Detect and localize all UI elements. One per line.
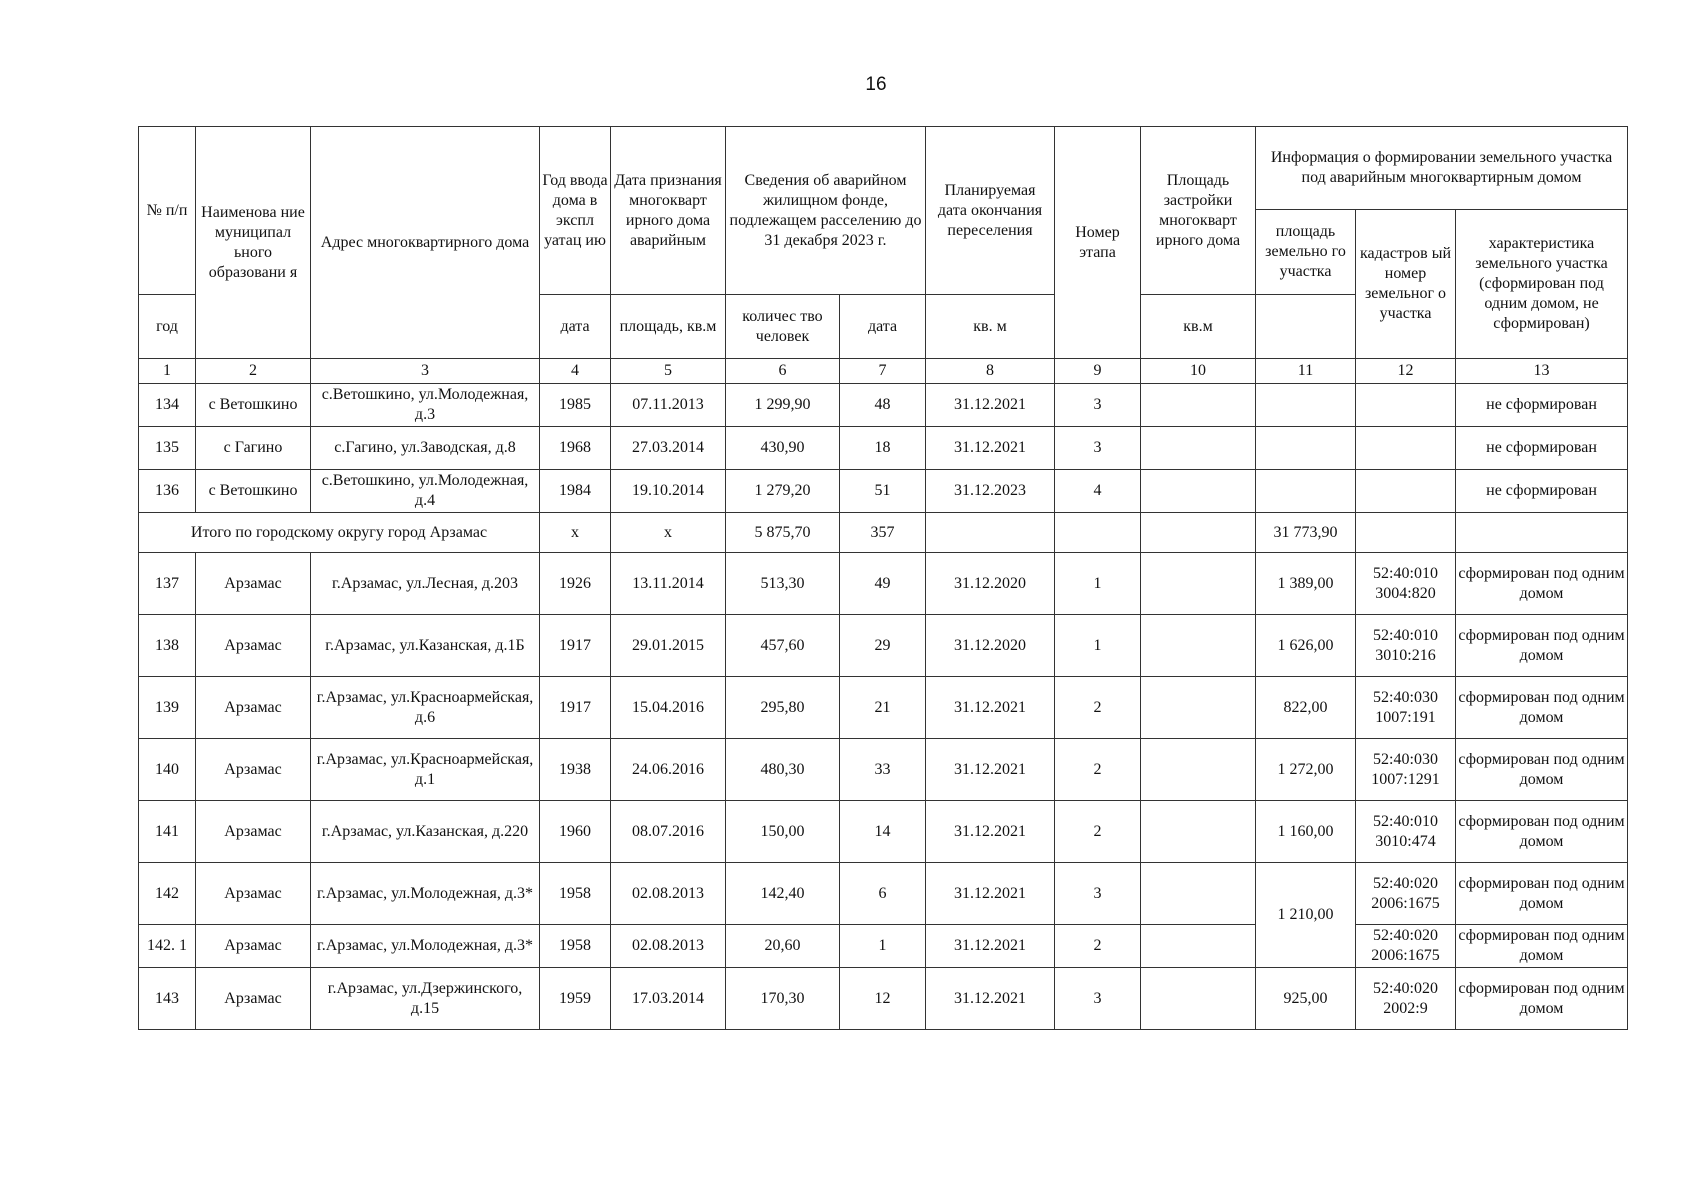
header-number: № п/п <box>139 127 196 295</box>
cell-plot-area <box>1256 384 1356 427</box>
cell-date: 27.03.2014 <box>611 427 726 470</box>
cell-cadastral <box>1356 427 1456 470</box>
cell-building-area <box>1141 863 1256 925</box>
cell-cadastral: 52:40:010 3010:474 <box>1356 801 1456 863</box>
table-row <box>139 470 1628 513</box>
cell-area: 1 279,20 <box>726 470 840 513</box>
total-empty <box>1356 513 1456 553</box>
cell-building-area <box>1141 739 1256 801</box>
header-unit-area: площадь, кв.м <box>611 295 726 359</box>
column-number: 12 <box>1356 359 1456 384</box>
table-row <box>139 615 1628 677</box>
cell-stage: 3 <box>1055 968 1141 1030</box>
cell-plot-status: не сформирован <box>1456 384 1628 427</box>
cell-stage: 2 <box>1055 739 1141 801</box>
cell-cadastral: 52:40:020 2006:1675 <box>1356 863 1456 925</box>
page-number: 16 <box>865 74 887 95</box>
cell-year: 1958 <box>540 863 611 925</box>
cell-people: 48 <box>840 384 926 427</box>
cell-stage: 2 <box>1055 925 1141 968</box>
table-row <box>139 677 1628 739</box>
header-stage: Номер этапа <box>1055 127 1141 359</box>
column-number: 8 <box>926 359 1055 384</box>
cell-plot-status: сформирован под одним домом <box>1456 968 1628 1030</box>
total-row <box>139 513 1628 553</box>
cell-plot-status: сформирован под одним домом <box>1456 615 1628 677</box>
header-unit-date: дата <box>540 295 611 359</box>
cell-cadastral: 52:40:030 1007:1291 <box>1356 739 1456 801</box>
cell-stage: 3 <box>1055 384 1141 427</box>
cell-municipality: Арзамас <box>196 801 311 863</box>
cell-people: 6 <box>840 863 926 925</box>
cell-stage: 2 <box>1055 801 1141 863</box>
table-row <box>139 739 1628 801</box>
column-number: 6 <box>726 359 840 384</box>
cell-building-area <box>1141 801 1256 863</box>
cell-plot-area: 1 160,00 <box>1256 801 1356 863</box>
header-unit-plot: кв.м <box>1141 295 1256 359</box>
cell-plan-date: 31.12.2021 <box>926 863 1055 925</box>
table-row <box>139 384 1628 427</box>
header-unit-building: кв. м <box>926 295 1055 359</box>
cell-people: 49 <box>840 553 926 615</box>
cell-date: 08.07.2016 <box>611 801 726 863</box>
column-numbers-row <box>139 359 1628 384</box>
column-number: 10 <box>1141 359 1256 384</box>
column-number: 3 <box>311 359 540 384</box>
cell-date: 19.10.2014 <box>611 470 726 513</box>
cell-number: 138 <box>139 615 196 677</box>
header-address: Адрес многоквартирного дома <box>311 127 540 359</box>
cell-cadastral: 52:40:020 2002:9 <box>1356 968 1456 1030</box>
cell-stage: 3 <box>1055 427 1141 470</box>
cell-number: 136 <box>139 470 196 513</box>
cell-building-area <box>1141 470 1256 513</box>
cell-cadastral: 52:40:020 2006:1675 <box>1356 925 1456 968</box>
column-number: 1 <box>139 359 196 384</box>
cell-area: 457,60 <box>726 615 840 677</box>
cell-plot-area: 1 626,00 <box>1256 615 1356 677</box>
cell-date: 15.04.2016 <box>611 677 726 739</box>
cell-municipality: с Ветошкино <box>196 470 311 513</box>
cell-cadastral: 52:40:030 1007:191 <box>1356 677 1456 739</box>
cell-cadastral <box>1356 470 1456 513</box>
table-row <box>139 863 1628 925</box>
cell-address: г.Арзамас, ул.Дзержинского, д.15 <box>311 968 540 1030</box>
cell-plot-area <box>1256 427 1356 470</box>
cell-cadastral <box>1356 384 1456 427</box>
cell-address: г.Арзамас, ул.Красноармейская, д.6 <box>311 677 540 739</box>
cell-date: 07.11.2013 <box>611 384 726 427</box>
cell-number: 135 <box>139 427 196 470</box>
cell-plan-date: 31.12.2023 <box>926 470 1055 513</box>
cell-municipality: Арзамас <box>196 553 311 615</box>
table-row <box>139 968 1628 1030</box>
cell-year: 1960 <box>540 801 611 863</box>
total-area: 5 875,70 <box>726 513 840 553</box>
cell-people: 51 <box>840 470 926 513</box>
cell-plot-status: не сформирован <box>1456 470 1628 513</box>
cell-address: с.Ветошкино, ул.Молодежная, д.4 <box>311 470 540 513</box>
header-emergency-date: Дата признания многокварт ирного дома аварийным <box>611 127 726 295</box>
total-plot-area: 31 773,90 <box>1256 513 1356 553</box>
cell-building-area <box>1141 968 1256 1030</box>
cell-year: 1959 <box>540 968 611 1030</box>
cell-plot-area: 1 210,00 <box>1256 863 1356 968</box>
header-land-info: Информация о формировании земельного участка под аварийным многоквартирным домом <box>1256 127 1628 210</box>
cell-plot-area: 822,00 <box>1256 677 1356 739</box>
cell-address: г.Арзамас, ул.Казанская, д.220 <box>311 801 540 863</box>
column-number: 4 <box>540 359 611 384</box>
cell-people: 29 <box>840 615 926 677</box>
cell-plan-date: 31.12.2021 <box>926 427 1055 470</box>
total-empty <box>1055 513 1141 553</box>
cell-plot-area <box>1256 470 1356 513</box>
cell-area: 142,40 <box>726 863 840 925</box>
cell-date: 02.08.2013 <box>611 925 726 968</box>
table-row <box>139 925 1628 968</box>
cell-plot-status: не сформирован <box>1456 427 1628 470</box>
table-row <box>139 801 1628 863</box>
cell-people: 18 <box>840 427 926 470</box>
table-row <box>139 427 1628 470</box>
cell-plot-status: сформирован под одним домом <box>1456 677 1628 739</box>
cell-number: 142 <box>139 863 196 925</box>
cell-number: 143 <box>139 968 196 1030</box>
cell-area: 480,30 <box>726 739 840 801</box>
cell-plan-date: 31.12.2021 <box>926 801 1055 863</box>
cell-stage: 1 <box>1055 553 1141 615</box>
cell-plot-status: сформирован под одним домом <box>1456 553 1628 615</box>
cell-municipality: с Ветошкино <box>196 384 311 427</box>
header-plot-status: характеристика земельного участка (сформирован под одним домом, не сформирован) <box>1456 210 1628 359</box>
cell-address: г.Арзамас, ул.Молодежная, д.3* <box>311 863 540 925</box>
cell-number: 140 <box>139 739 196 801</box>
cell-building-area <box>1141 427 1256 470</box>
column-number: 9 <box>1055 359 1141 384</box>
column-number: 2 <box>196 359 311 384</box>
cell-plot-area: 925,00 <box>1256 968 1356 1030</box>
cell-stage: 4 <box>1055 470 1141 513</box>
total-label: Итого по городскому округу город Арзамас <box>139 513 540 553</box>
cell-area: 1 299,90 <box>726 384 840 427</box>
cell-area: 150,00 <box>726 801 840 863</box>
cell-number: 141 <box>139 801 196 863</box>
cell-year: 1985 <box>540 384 611 427</box>
cell-plan-date: 31.12.2020 <box>926 615 1055 677</box>
cell-people: 21 <box>840 677 926 739</box>
table-row <box>139 553 1628 615</box>
cell-year: 1917 <box>540 615 611 677</box>
header-unit-plan: дата <box>840 295 926 359</box>
cell-date: 24.06.2016 <box>611 739 726 801</box>
header-municipality: Наименова ние муниципал ьного образовани я <box>196 127 311 359</box>
housing-table <box>138 126 1628 1030</box>
total-empty <box>926 513 1055 553</box>
cell-date: 29.01.2015 <box>611 615 726 677</box>
header-fund-info: Сведения об аварийном жилищном фонде, подлежащем расселению до 31 декабря 2023 г. <box>726 127 926 295</box>
cell-year: 1968 <box>540 427 611 470</box>
cell-area: 20,60 <box>726 925 840 968</box>
cell-building-area <box>1141 615 1256 677</box>
cell-people: 14 <box>840 801 926 863</box>
cell-municipality: Арзамас <box>196 739 311 801</box>
cell-address: с.Ветошкино, ул.Молодежная, д.3 <box>311 384 540 427</box>
cell-address: г.Арзамас, ул.Лесная, д.203 <box>311 553 540 615</box>
cell-municipality: Арзамас <box>196 677 311 739</box>
cell-cadastral: 52:40:010 3004:820 <box>1356 553 1456 615</box>
cell-building-area <box>1141 925 1256 968</box>
cell-stage: 3 <box>1055 863 1141 925</box>
cell-year: 1958 <box>540 925 611 968</box>
cell-year: 1926 <box>540 553 611 615</box>
column-number: 7 <box>840 359 926 384</box>
cell-year: 1984 <box>540 470 611 513</box>
cell-plan-date: 31.12.2020 <box>926 553 1055 615</box>
cell-number: 137 <box>139 553 196 615</box>
total-year: x <box>540 513 611 553</box>
cell-area: 430,90 <box>726 427 840 470</box>
cell-municipality: Арзамас <box>196 925 311 968</box>
cell-people: 12 <box>840 968 926 1030</box>
cell-year: 1938 <box>540 739 611 801</box>
total-people: 357 <box>840 513 926 553</box>
cell-building-area <box>1141 384 1256 427</box>
cell-building-area <box>1141 677 1256 739</box>
cell-area: 513,30 <box>726 553 840 615</box>
cell-plan-date: 31.12.2021 <box>926 677 1055 739</box>
cell-plot-status: сформирован под одним домом <box>1456 739 1628 801</box>
cell-address: г.Арзамас, ул.Казанская, д.1Б <box>311 615 540 677</box>
total-empty <box>1456 513 1628 553</box>
cell-area: 295,80 <box>726 677 840 739</box>
cell-people: 33 <box>840 739 926 801</box>
column-number: 5 <box>611 359 726 384</box>
cell-date: 02.08.2013 <box>611 863 726 925</box>
cell-cadastral: 52:40:010 3010:216 <box>1356 615 1456 677</box>
cell-number: 142. 1 <box>139 925 196 968</box>
table-header <box>139 127 1628 384</box>
header-building-area: Площадь застройки многокварт ирного дома <box>1141 127 1256 295</box>
cell-building-area <box>1141 553 1256 615</box>
cell-people: 1 <box>840 925 926 968</box>
cell-plot-status: сформирован под одним домом <box>1456 925 1628 968</box>
cell-address: г.Арзамас, ул.Красноармейская, д.1 <box>311 739 540 801</box>
cell-address: с.Гагино, ул.Заводская, д.8 <box>311 427 540 470</box>
column-number: 11 <box>1256 359 1356 384</box>
cell-municipality: Арзамас <box>196 968 311 1030</box>
header-planned-date: Планируемая дата окончания переселения <box>926 127 1055 295</box>
cell-municipality: Арзамас <box>196 863 311 925</box>
cell-date: 13.11.2014 <box>611 553 726 615</box>
header-year: Год ввода дома в экспл уатац ию <box>540 127 611 295</box>
header-unit-people: количес тво человек <box>726 295 840 359</box>
cell-plan-date: 31.12.2021 <box>926 968 1055 1030</box>
cell-plot-area: 1 272,00 <box>1256 739 1356 801</box>
cell-stage: 1 <box>1055 615 1141 677</box>
column-number: 13 <box>1456 359 1628 384</box>
total-date: x <box>611 513 726 553</box>
cell-number: 134 <box>139 384 196 427</box>
total-empty <box>1141 513 1256 553</box>
header-unit-year: год <box>139 295 196 359</box>
cell-year: 1917 <box>540 677 611 739</box>
cell-plan-date: 31.12.2021 <box>926 925 1055 968</box>
cell-municipality: с Гагино <box>196 427 311 470</box>
cell-address: г.Арзамас, ул.Молодежная, д.3* <box>311 925 540 968</box>
cell-plan-date: 31.12.2021 <box>926 739 1055 801</box>
cell-plan-date: 31.12.2021 <box>926 384 1055 427</box>
cell-stage: 2 <box>1055 677 1141 739</box>
cell-plot-status: сформирован под одним домом <box>1456 863 1628 925</box>
cell-plot-status: сформирован под одним домом <box>1456 801 1628 863</box>
cell-number: 139 <box>139 677 196 739</box>
header-plot-area: площадь земельно го участка <box>1256 210 1356 295</box>
cell-municipality: Арзамас <box>196 615 311 677</box>
header-cadastral: кадастров ый номер земельног о участка <box>1356 210 1456 359</box>
cell-date: 17.03.2014 <box>611 968 726 1030</box>
cell-plot-area: 1 389,00 <box>1256 553 1356 615</box>
cell-area: 170,30 <box>726 968 840 1030</box>
